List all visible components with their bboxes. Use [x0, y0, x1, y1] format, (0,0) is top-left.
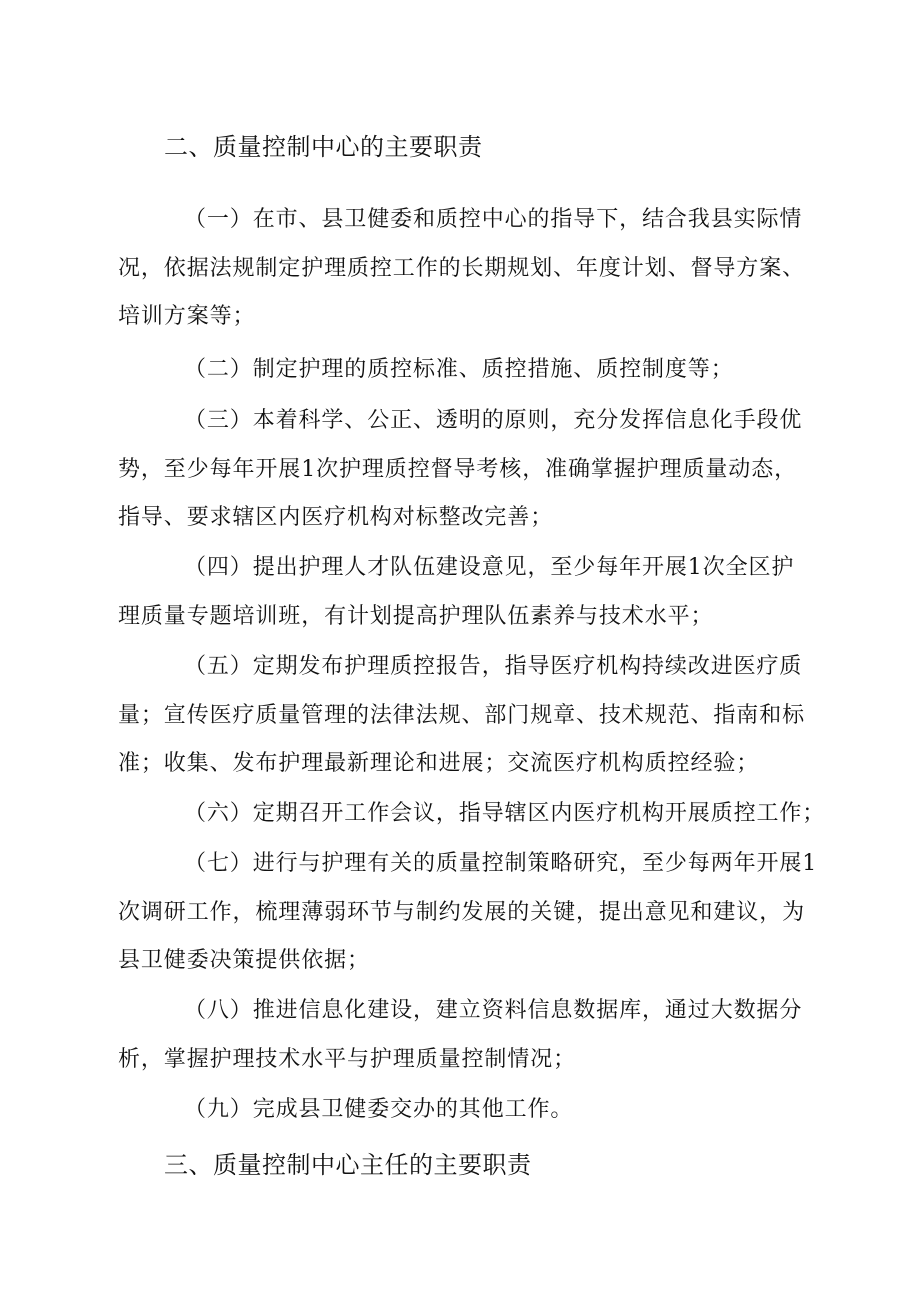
- paragraph-line: 量；宣传医疗质量管理的法律法规、部门规章、技术规范、指南和标: [118, 702, 806, 728]
- paragraph-line: （八）推进信息化建设，建立资料信息数据库，通过大数据分: [184, 998, 803, 1023]
- paragraph-line: （九）完成县卫健委交办的其他工作。: [184, 1097, 574, 1122]
- paragraph-item-9: [118, 1086, 818, 1135]
- paragraph-line: （一）在市、县卫健委和质控中心的指导下，结合我县实际情: [184, 207, 803, 232]
- paragraph-line: （五）定期发布护理质控报告，指导医疗机构持续改进医疗质: [184, 654, 803, 679]
- paragraph-item-6: [118, 790, 826, 839]
- paragraph-item-3: [118, 397, 818, 543]
- paragraph-line: （四）提出护理人才队伍建设意见，至少每年开展1次全区护: [184, 555, 795, 580]
- paragraph-line: 县卫健委决策提供依据；: [118, 948, 370, 973]
- paragraph-line: （六）定期召开工作会议，指导辖区内医疗机构开展质控工作；: [184, 801, 826, 826]
- paragraph-line: （七）进行与护理有关的质量控制策略研究，至少每两年开展1: [184, 851, 818, 876]
- paragraph-line: 培训方案等；: [118, 304, 256, 329]
- paragraph-item-8: [118, 987, 818, 1084]
- paragraph-line: （三）本着科学、公正、透明的原则，充分发挥信息化手段优: [184, 408, 803, 433]
- paragraph-item-2: [118, 346, 818, 395]
- paragraph-line: 势，至少每年开展1次护理质控督导考核，准确掌握护理质量动态，: [118, 456, 797, 482]
- paragraph-line: 理质量专题培训班，有计划提高护理队伍素养与技术水平；: [118, 603, 714, 629]
- paragraph-item-5: [118, 643, 818, 789]
- paragraph-line: 况，依据法规制定护理质控工作的长期规划、年度计划、督导方案、: [118, 255, 806, 281]
- section-2-heading: 二、质量控制中心的主要职责: [164, 133, 483, 161]
- section-3-heading: 三、质量控制中心主任的主要职责: [164, 1151, 532, 1179]
- paragraph-line: （二）制定护理的质控标准、质控措施、质控制度等；: [184, 357, 734, 382]
- paragraph-line: 次调研工作，梳理薄弱环节与制约发展的关键，提出意见和建议，为: [118, 899, 806, 925]
- paragraph-line: 指导、要求辖区内医疗机构对标整改完善；: [118, 505, 554, 530]
- paragraph-item-7: [118, 840, 818, 986]
- paragraph-item-1: [118, 196, 818, 342]
- paragraph-item-4: [118, 544, 818, 641]
- paragraph-line: 准；收集、发布护理最新理论和进展；交流医疗机构质控经验；: [118, 751, 760, 776]
- paragraph-line: 析，掌握护理技术水平与护理质量控制情况；: [118, 1046, 577, 1072]
